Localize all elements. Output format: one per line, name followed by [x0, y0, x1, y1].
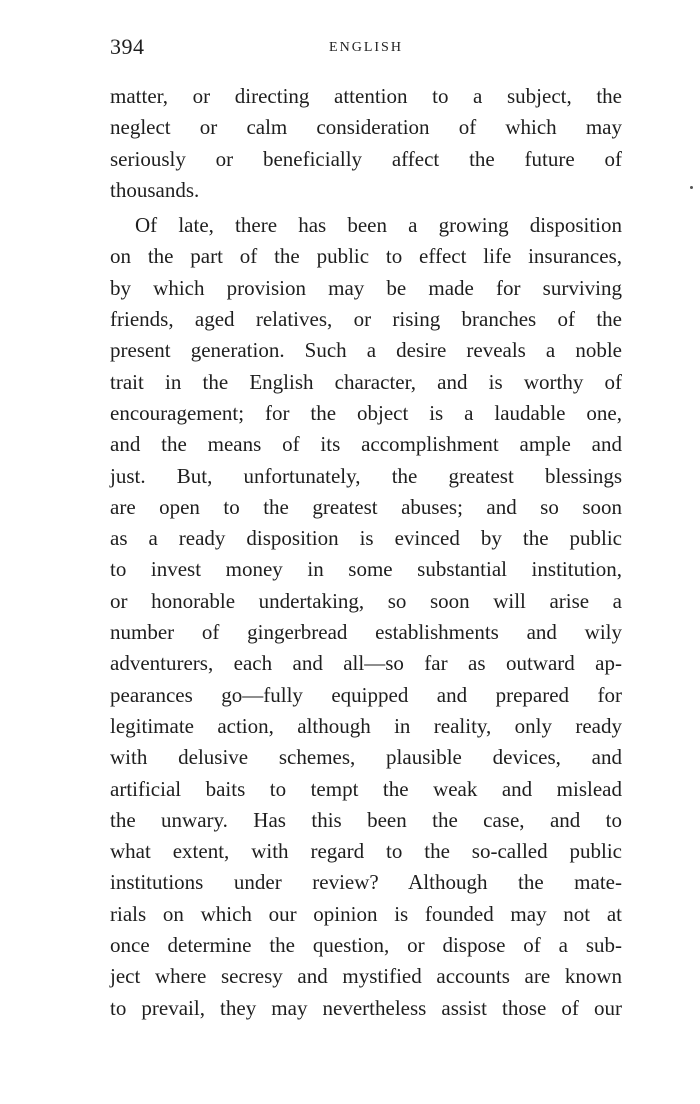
text-line: once determine the question, or dispose of a sub- [110, 933, 622, 958]
text-line: number of gingerbread establishments and wily [110, 620, 622, 645]
text-line: adventurers, each and all—so far as outward ap- [110, 651, 622, 676]
text-line: rials on which our opinion is founded may not at [110, 901, 622, 926]
text-line: as a ready disposition is evinced by the public [110, 526, 622, 551]
text-line: the unwary. Has this been the case, and to [110, 807, 622, 832]
book-page [110, 28, 622, 1024]
text-line: legitimate action, although in reality, only ready [110, 713, 622, 738]
text-line: and the means of its accomplishment ample and [110, 432, 622, 457]
text-line: to invest money in some substantial institution, [110, 557, 622, 582]
text-line: what extent, with regard to the so-called public [110, 839, 622, 864]
text-line: artificial baits to tempt the weak and mislead [110, 776, 622, 801]
text-line: present generation. Such a desire reveals a noble [110, 338, 622, 363]
text-line: friends, aged relatives, or rising branches of the [110, 307, 622, 332]
text-line: to prevail, they may nevertheless assist those of our [110, 995, 622, 1020]
text-line: are open to the greatest abuses; and so soon [110, 494, 622, 519]
text-line: trait in the English character, and is worthy of [110, 369, 622, 394]
text-line: just. But, unfortunately, the greatest blessings [110, 463, 622, 488]
paragraph-1 [110, 81, 622, 206]
page-number: 394 [110, 34, 145, 59]
page-speck [690, 186, 693, 189]
text-line: seriously or beneficially affect the future of [110, 146, 622, 171]
running-title: ENGLISH [329, 40, 403, 55]
paragraph-2 [110, 210, 622, 1024]
text-line: on the part of the public to effect life insurances, [110, 244, 622, 269]
text-line: thousands. [110, 177, 200, 202]
text-line: ject where secresy and mystified accounts are known [110, 964, 622, 989]
body-text [110, 81, 622, 1024]
text-line: by which provision may be made for surviving [110, 275, 622, 300]
text-line: with delusive schemes, plausible devices, and [110, 745, 622, 770]
text-line: Of late, there has been a growing disposition [135, 213, 622, 238]
text-line: pearances go—fully equipped and prepared for [110, 682, 622, 707]
text-line: neglect or calm consideration of which may [110, 115, 622, 140]
running-head [110, 28, 622, 68]
text-line: encouragement; for the object is a laudable one, [110, 400, 622, 425]
text-line: or honorable undertaking, so soon will arise a [110, 588, 622, 613]
text-line: matter, or directing attention to a subject, the [110, 84, 622, 108]
text-line: institutions under review? Although the mate- [110, 870, 622, 895]
